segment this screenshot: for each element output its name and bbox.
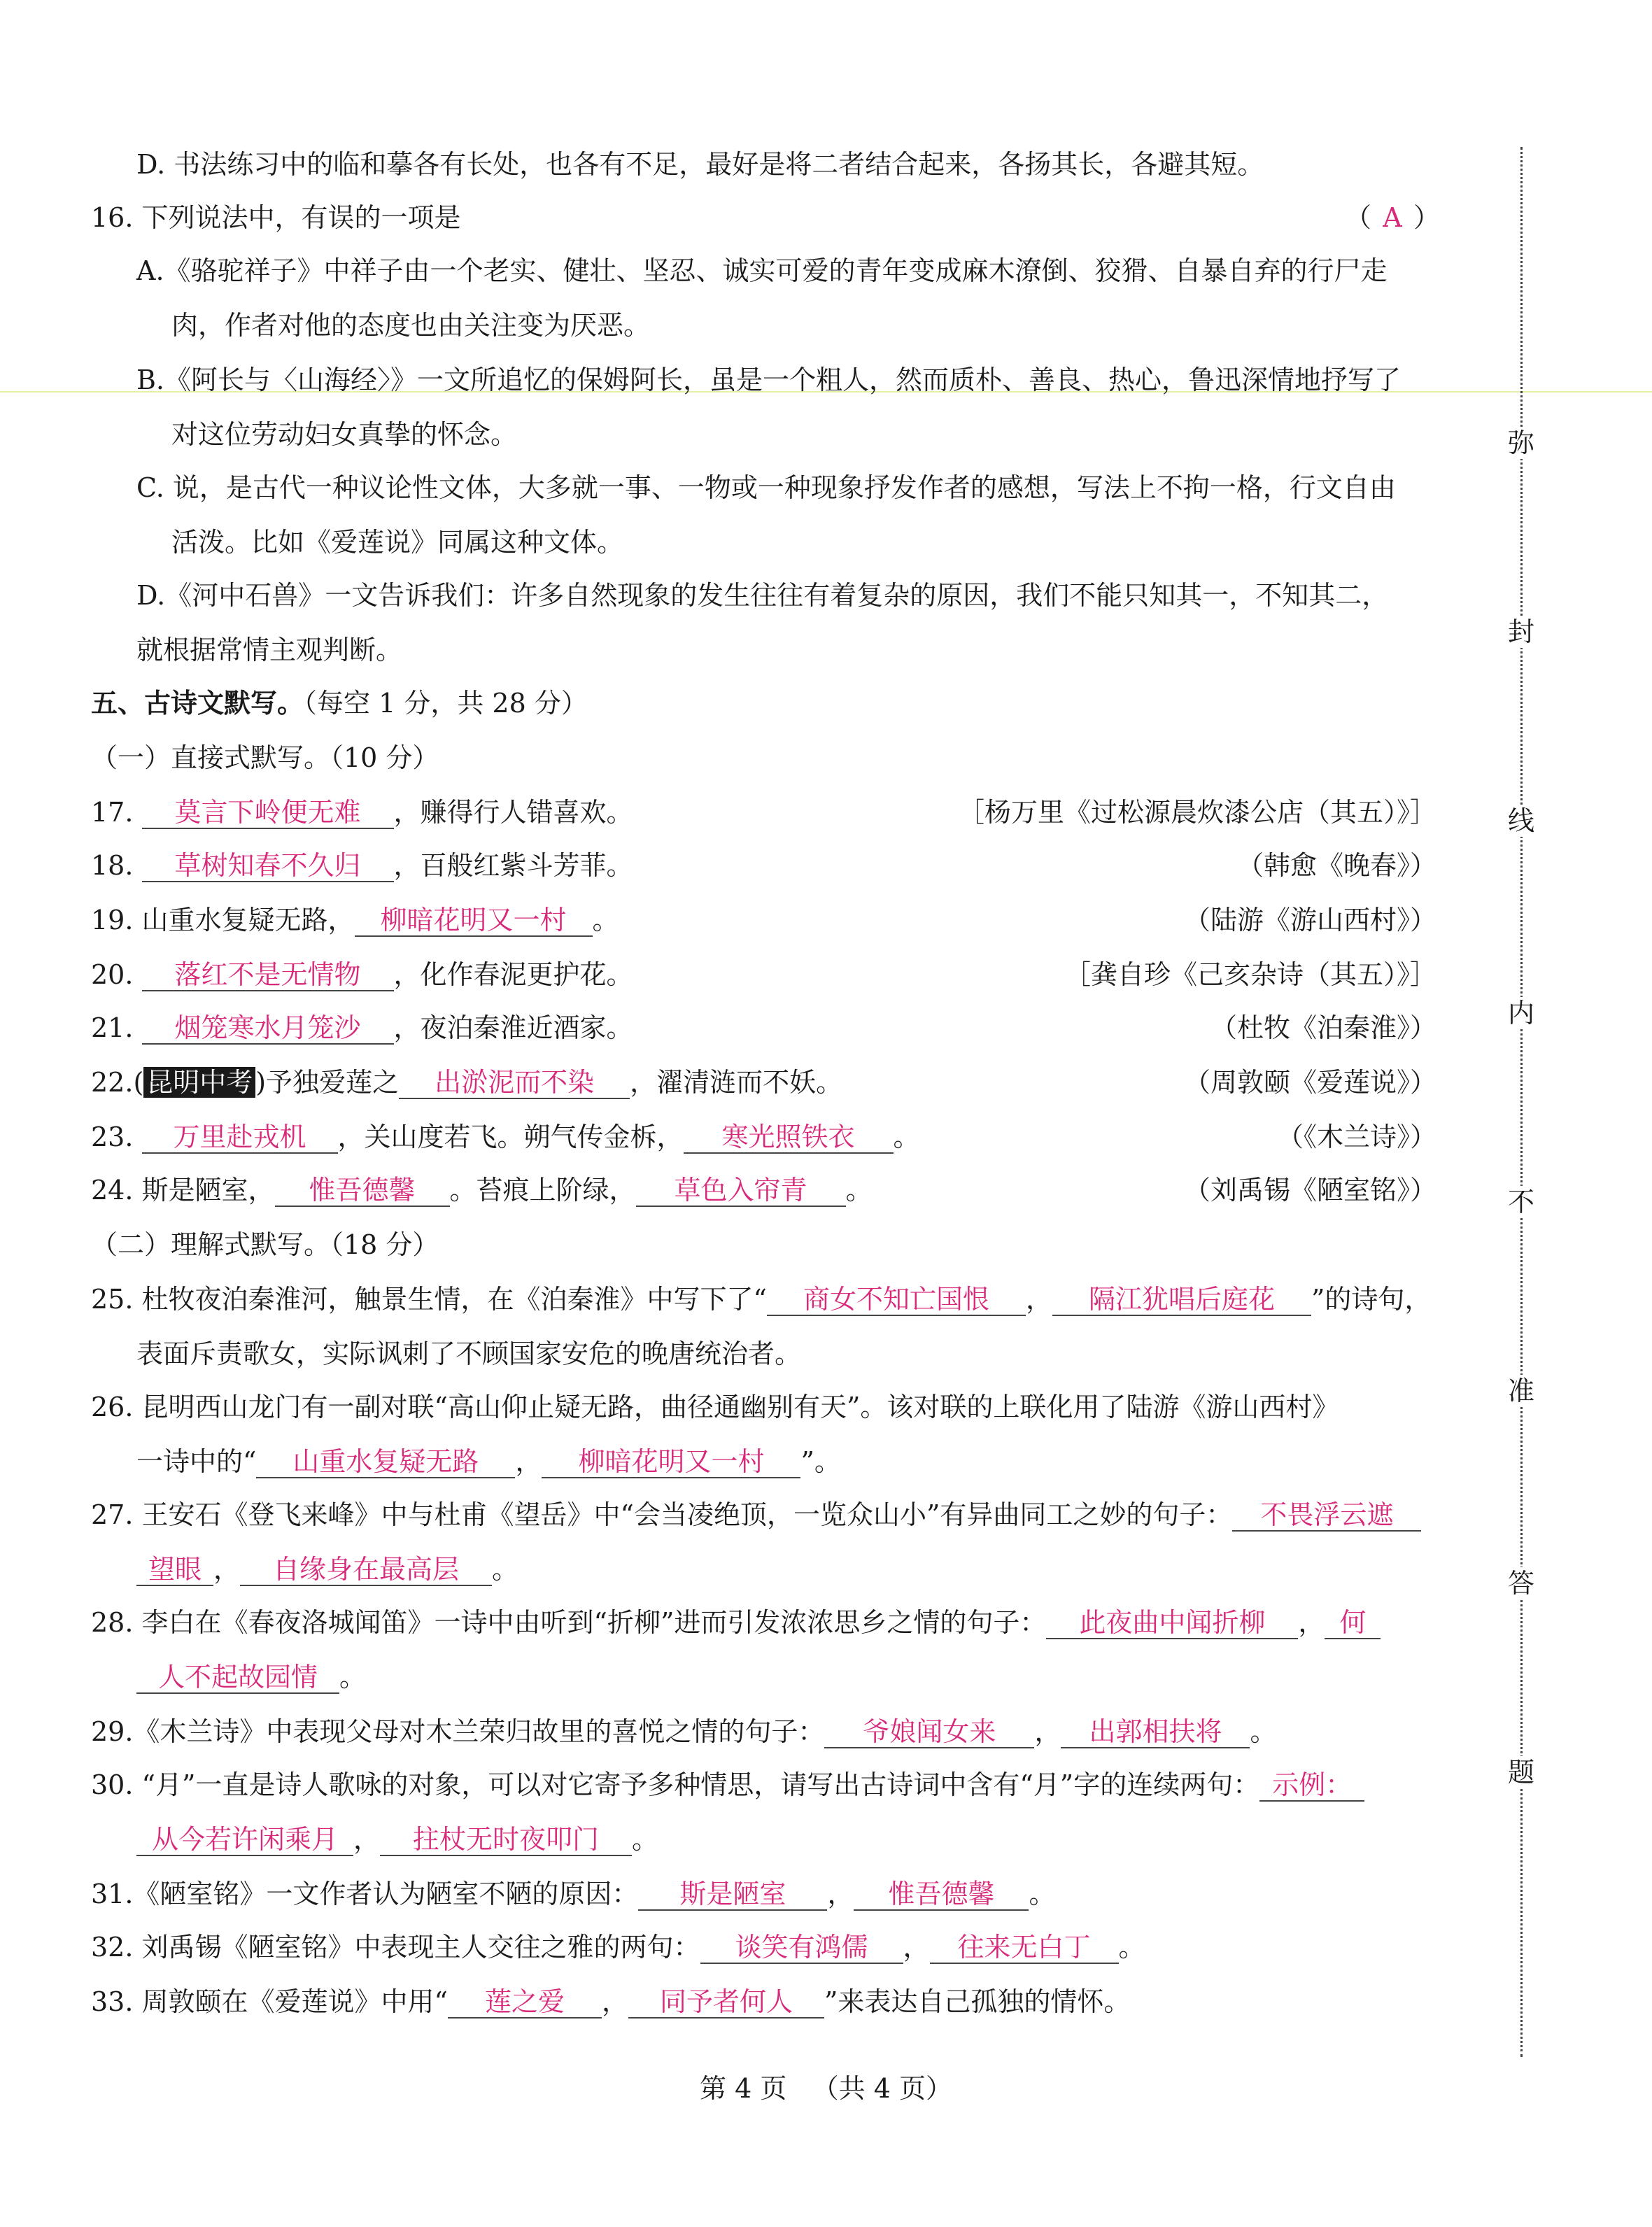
answer-blank: 出淤泥而不染	[399, 1067, 630, 1099]
answer-blank: 斯是陋室	[638, 1879, 827, 1911]
q18: 18. 草树知春不久归 ，百般红紫斗芳菲。	[91, 850, 633, 881]
q21: 21. 烟笼寒水月笼沙 ，夜泊秦淮近酒家。	[91, 1012, 633, 1043]
answer-blank: 草色入帘青	[636, 1175, 846, 1207]
q25: 25. 杜牧夜泊秦淮河，触景生情，在《泊秦淮》中写下了“ 商女不知亡国恨 ， 隔江犹唱后庭花 ”的诗句，	[91, 1284, 1432, 1315]
q20-source: ［龚自珍《己亥杂诗（其五）》］	[1064, 959, 1436, 990]
answer-blank: 从今若许闲乘月	[136, 1824, 353, 1856]
q15-option-d: D. 书法练习中的临和摹各有长处，也各有不足，最好是将二者结合起来，各扬其长，各避其短。	[136, 149, 1264, 180]
q27: 27. 王安石《登飞来峰》中与杜甫《望岳》中“会当凌绝顶，一览众山小”有异曲同工之妙的句子： 不畏浮云遮	[91, 1499, 1421, 1532]
q16-option-d: D.《河中石兽》一文告诉我们：许多自然现象的发生往往有着复杂的原因，我们不能只知其一，不知其二，	[136, 580, 1389, 611]
answer-blank: 自缘身在最高层	[240, 1554, 492, 1586]
q19-source: （陆游《游山西村》）	[1183, 905, 1436, 935]
q16-answer-bracket: （ A ）	[1345, 202, 1441, 233]
answer-blank: 此夜曲中闻折柳	[1046, 1607, 1298, 1639]
q16-option-a: A.《骆驼祥子》中祥子由一个老实、健壮、坚忍、诚实可爱的青年变成麻木潦倒、狡猾、自暴自弃的行尸走	[136, 255, 1388, 286]
q24: 24. 斯是陋室， 惟吾德馨 。苔痕上阶绿， 草色入帘青 。	[91, 1175, 873, 1206]
answer-blank: 落红不是无情物	[142, 959, 394, 991]
q16-option-a-cont: 肉，作者对他的态度也由关注变为厌恶。	[171, 310, 651, 341]
q28-cont: 人不起故园情 。	[136, 1661, 366, 1694]
page-number: 第 4 页	[700, 2073, 787, 2104]
answer-blank: 莫言下岭便无难	[142, 797, 394, 829]
answer-blank: 不畏浮云遮	[1232, 1499, 1421, 1532]
q16-answer: A	[1383, 202, 1402, 233]
answer-blank: 谈笑有鸿儒	[700, 1932, 903, 1964]
q22-source: （周敦颐《爱莲说》）	[1183, 1067, 1436, 1098]
q26-cont: 一诗中的“ 山重水复疑无路 ， 柳暗花明又一村 ”。	[136, 1446, 841, 1477]
seal-char: 准	[1505, 1375, 1537, 1407]
answer-blank: 万里赴戎机	[142, 1122, 338, 1154]
answer-blank: 惟吾德馨	[854, 1879, 1029, 1911]
answer-blank: 拄杖无时夜叩门	[380, 1824, 632, 1856]
q21-source: （杜牧《泊秦淮》）	[1210, 1012, 1436, 1043]
q19: 19. 山重水复疑无路， 柳暗花明又一村 。	[91, 905, 619, 935]
answer-blank: 隔江犹唱后庭花	[1052, 1284, 1311, 1316]
answer-blank: 望眼	[136, 1554, 213, 1586]
q16-option-c-cont: 活泼。比如《爱莲说》同属这种文体。	[171, 527, 624, 558]
answer-blank: 柳暗花明又一村	[542, 1446, 800, 1478]
q30: 30. “月”一直是诗人歌咏的对象，可以对它寄予多种情思，请写出古诗词中含有“月”字的连续两句： 示例：	[91, 1769, 1364, 1802]
answer-blank: 草树知春不久归	[142, 850, 394, 882]
seal-char: 题	[1505, 1756, 1537, 1788]
q28: 28. 李白在《春夜洛城闻笛》一诗中由听到“折柳”进而引发浓浓思乡之情的句子： 此夜曲中闻折柳 ， 何	[91, 1606, 1381, 1639]
q18-source: （韩愈《晚春》）	[1236, 850, 1436, 881]
answer-blank: 人不起故园情	[136, 1662, 339, 1694]
q16-option-b: B.《阿长与〈山海经〉》一文所追忆的保姆阿长，虽是一个粗人，然而质朴、善良、热心，鲁迅深情地抒写了	[136, 365, 1402, 395]
seal-char: 封	[1505, 616, 1537, 648]
seal-char: 内	[1505, 997, 1537, 1029]
section-title: 五、古诗文默写。（每空 1 分，共 28 分）	[91, 687, 588, 719]
answer-blank: 柳暗花明又一村	[355, 905, 593, 937]
q16-option-b-cont: 对这位劳动妇女真挚的怀念。	[171, 419, 518, 450]
q29: 29.《木兰诗》中表现父母对木兰荣归故里的喜悦之情的句子： 爷娘闻女来 ， 出郭相扶将 。	[91, 1716, 1277, 1747]
seal-char: 不	[1505, 1186, 1537, 1218]
answer-blank: 山重水复疑无路	[256, 1446, 515, 1478]
answer-blank: 同予者何人	[628, 1986, 824, 2019]
answer-blank: 寒光照铁衣	[684, 1122, 894, 1154]
q25-cont: 表面斥责歌女，实际讽刺了不顾国家安危的晚唐统治者。	[136, 1338, 802, 1369]
part-title: （一）直接式默写。（10 分）	[91, 742, 439, 773]
q16-option-c: C. 说，是古代一种议论性文体，大多就一事、一物或一种现象抒发作者的感想，写法上不拘一格，行文自由	[136, 472, 1396, 503]
q16-option-d-cont: 就根据常情主观判断。	[136, 635, 403, 665]
q17-source: ［杨万里《过松源晨炊漆公店（其五）》］	[957, 797, 1436, 828]
q30-cont: 从今若许闲乘月 ， 拄杖无时夜叩门 。	[136, 1823, 658, 1856]
answer-blank: 爷娘闻女来	[824, 1716, 1034, 1748]
answer-blank: 商女不知亡国恨	[767, 1284, 1026, 1316]
q17: 17. 莫言下岭便无难 ，赚得行人错喜欢。	[91, 797, 633, 828]
q20: 20. 落红不是无情物 ，化作春泥更护花。	[91, 959, 633, 990]
answer-blank: 何	[1325, 1607, 1381, 1639]
q26: 26. 昆明西山龙门有一副对联“高山仰止疑无路，曲径通幽别有天”。该对联的上联化用了陆游《游山西村》	[91, 1392, 1339, 1422]
seal-char: 弥	[1505, 427, 1537, 459]
q23: 23. 万里赴戎机 ，关山度若飞。朔气传金柝， 寒光照铁衣 。	[91, 1122, 920, 1152]
answer-blank: 出郭相扶将	[1061, 1716, 1250, 1748]
q27-cont: 望眼 ， 自缘身在最高层 。	[136, 1553, 518, 1586]
q32: 32. 刘禹锡《陋室铭》中表现主人交往之雅的两句： 谈笑有鸿儒 ， 往来无白丁 。	[91, 1932, 1145, 1963]
q16-stem: 16. 下列说法中，有误的一项是	[91, 202, 461, 233]
q24-source: （刘禹锡《陋室铭》）	[1183, 1175, 1436, 1206]
answer-blank: 莲之爱	[448, 1986, 602, 2019]
seal-char: 答	[1505, 1567, 1537, 1599]
answer-blank: 示例：	[1259, 1769, 1364, 1802]
answer-blank: 往来无白丁	[930, 1932, 1119, 1964]
seal-char: 线	[1505, 805, 1537, 837]
answer-blank: 烟笼寒水月笼沙	[142, 1012, 394, 1045]
q22: 22.( 昆明中考 )予独爱莲之 出淤泥而不染 ，濯清涟而不妖。	[91, 1067, 843, 1098]
q33: 33. 周敦颐在《爱莲说》中用“ 莲之爱 ， 同予者何人 ”来表达自己孤独的情怀。	[91, 1986, 1131, 2017]
exam-tag: 昆明中考	[143, 1067, 255, 1098]
q31: 31.《陋室铭》一文作者认为陋室不陋的原因： 斯是陋室 ， 惟吾德馨 。	[91, 1879, 1056, 1909]
page-footer	[0, 2067, 1652, 2105]
part-title: （二）理解式默写。（18 分）	[91, 1229, 439, 1260]
q23-source: （《木兰诗》）	[1276, 1122, 1436, 1152]
page-total: （共 4 页）	[812, 2073, 952, 2104]
answer-blank: 惟吾德馨	[275, 1175, 450, 1207]
